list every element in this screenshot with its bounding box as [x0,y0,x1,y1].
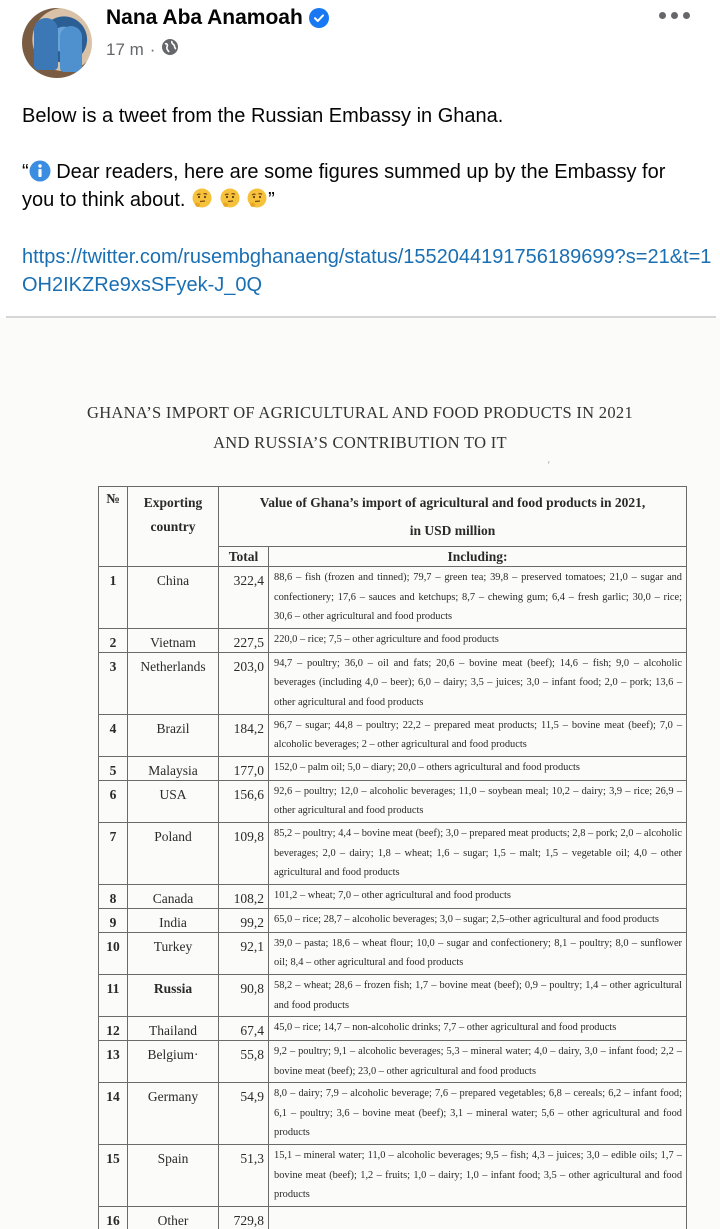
row-including: 88,6 – fish (frozen and tinned); 79,7 – green tea; 39,8 – preserved tomatoes; 21,0 – sugar and confectionery; 17,6 – sauces and ketchups; 8,7 – chewing gum; 6,4 – fresh garlic; 30,0 – rice; 30,6 – other agricultural and food products [269,567,687,629]
table-row [99,974,687,1016]
header-number: № [99,487,128,567]
row-country: Spain [128,1145,219,1207]
meta-separator: · [149,39,156,59]
row-including: 45,0 – rice; 14,7 – non-alcoholic drinks; 7,7 – other agricultural and food products [269,1017,687,1041]
row-country: Turkey [128,932,219,974]
row-including: 9,2 – poultry; 9,1 – alcoholic beverages; 5,3 – mineral water; 4,0 – dairy, 3,0 – infant food; 2,2 – bovine meat (beef); 23,0 – other agricultural and food products [269,1041,687,1083]
header-unit: in USD million [409,523,496,538]
row-including: 15,1 – mineral water; 11,0 – alcoholic beverages; 9,5 – fish; 4,3 – juices; 3,0 – edible oils; 1,7 – bovine meat (beef); 1,2 – fruits; 1,0 – dairy; 1,0 – infant food; 3,5 – other agricultural and food products [269,1145,687,1207]
thinking-face-emoji-icon [219,188,241,210]
row-total: 729,8 [219,1206,269,1229]
row-including: 152,0 – palm oil; 5,0 – diary; 20,0 – others agricultural and food products [269,756,687,780]
row-number: 11 [99,974,128,1016]
avatar-figure [60,26,82,72]
table-row [99,567,687,629]
row-number: 3 [99,652,128,714]
table-row [99,1041,687,1083]
row-number: 10 [99,932,128,974]
row-total: 108,2 [219,884,269,908]
row-total: 322,4 [219,567,269,629]
row-country: Other [128,1206,219,1229]
row-total: 92,1 [219,932,269,974]
row-including: 58,2 – wheat; 28,6 – frozen fish; 1,7 – bovine meat (beef); 0,9 – poultry; 1,4 – other agricultural and food products [269,974,687,1016]
header-value [219,487,687,547]
avatar[interactable] [22,8,92,78]
row-total: 227,5 [219,628,269,652]
document-title-line2: AND RUSSIA’S CONTRIBUTION TO IT [213,433,507,452]
table-row [99,884,687,908]
globe-icon [161,38,179,61]
tweet-link[interactable]: https://twitter.com/rusembghanaeng/status/1552044191756189699?s=21&t=1OH2IKZRe9xsSFyek-J_0Q [22,246,712,296]
row-number: 13 [99,1041,128,1083]
row-including: 39,0 – pasta; 18,6 – wheat flour; 10,0 – sugar and confectionery; 8,1 – poultry; 8,0 – sunflower oil; 8,4 – other agricultural and food products [269,932,687,974]
row-country: Germany [128,1083,219,1145]
row-country: Vietnam [128,628,219,652]
row-number: 7 [99,822,128,884]
row-number: 5 [99,756,128,780]
quote-open: “ [22,161,29,183]
row-country: Canada [128,884,219,908]
table-row [99,756,687,780]
row-number: 12 [99,1017,128,1041]
row-including: 101,2 – wheat; 7,0 – other agricultural and food products [269,884,687,908]
table-row [99,652,687,714]
table-row [99,908,687,932]
header-country: Exporting country [128,487,219,567]
avatar-figure [34,18,58,70]
row-including: 8,0 – dairy; 7,9 – alcoholic beverage; 7,6 – prepared vegetables; 6,8 – cereals; 6,2 – infant food; 6,1 – poultry; 3,6 – bovine meat (beef); 3,1 – mineral water; 5,6 – other agricultural and food products [269,1083,687,1145]
table-row [99,780,687,822]
row-number: 16 [99,1206,128,1229]
post-intro: Below is a tweet from the Russian Embassy in Ghana. [22,105,504,127]
row-including: 96,7 – sugar; 44,8 – poultry; 22,2 – prepared meat products; 11,5 – bovine meat (beef); 7,0 – alcoholic beverages; 2 – other agricultural and food products [269,714,687,756]
row-including: 220,0 – rice; 7,5 – other agriculture and food products [269,628,687,652]
header-total: Total [219,547,269,567]
post-header [0,0,720,90]
table-row [99,822,687,884]
row-country: Russia [128,974,219,1016]
post-meta [106,38,179,61]
row-total: 184,2 [219,714,269,756]
table-row [99,628,687,652]
row-country: Malaysia [128,756,219,780]
post-quote [22,158,702,214]
more-dots-icon[interactable] [659,12,690,19]
row-number: 15 [99,1145,128,1207]
row-including: 65,0 – rice; 28,7 – alcoholic beverages; 3,0 – sugar; 2,5–other agricultural and food products [269,908,687,932]
table-row [99,1083,687,1145]
row-total: 51,3 [219,1145,269,1207]
row-number: 8 [99,884,128,908]
row-country: Thailand [128,1017,219,1041]
row-number: 1 [99,567,128,629]
verified-badge-icon [309,8,329,28]
row-total: 55,8 [219,1041,269,1083]
row-country: Netherlands [128,652,219,714]
row-country: China [128,567,219,629]
row-number: 14 [99,1083,128,1145]
table-row [99,714,687,756]
author-name-row [106,6,329,30]
table-row [99,1017,687,1041]
author-name[interactable]: Nana Aba Anamoah [106,6,303,29]
row-including: 92,6 – poultry; 12,0 – alcoholic beverages; 11,0 – soybean meal; 10,2 – dairy; 3,9 – rice; 26,9 – other agricultural and food products [269,780,687,822]
table-row [99,1206,687,1229]
post-text [22,102,702,214]
row-including [269,1206,687,1229]
stray-mark: ' [548,460,550,470]
row-country: India [128,908,219,932]
thinking-face-emoji-icon [246,188,268,210]
attached-document-image[interactable] [0,318,720,1229]
row-total: 203,0 [219,652,269,714]
row-total: 90,8 [219,974,269,1016]
row-country: Poland [128,822,219,884]
row-country: USA [128,780,219,822]
post-time[interactable]: 17 m [106,39,144,59]
row-total: 67,4 [219,1017,269,1041]
row-total: 99,2 [219,908,269,932]
document-title [0,398,720,458]
row-country: Brazil [128,714,219,756]
document-title-line1: GHANA’S IMPORT OF AGRICULTURAL AND FOOD PRODUCTS IN 2021 [86,403,634,422]
row-number: 6 [99,780,128,822]
row-number: 2 [99,628,128,652]
row-country: Belgium· [128,1041,219,1083]
import-table [98,486,687,1229]
row-including: 85,2 – poultry; 4,4 – bovine meat (beef); 3,0 – prepared meat products; 2,8 – pork; 2,0 – alcoholic beverages; 2,0 – dairy; 1,8 – wheat; 1,6 – sugar; 1,5 – malt; 1,5 – vegetable oil; 4,0 – other agricultural and food products [269,822,687,884]
header-value-text: Value of Ghana’s import of agricultural and food products in 2021, [259,495,646,510]
row-total: 109,8 [219,822,269,884]
thinking-face-emoji-icon [191,188,213,210]
row-including: 94,7 – poultry; 36,0 – oil and fats; 20,6 – bovine meat (beef); 14,6 – fish; 9,0 – alcoholic beverages (including 4,0 – beer); 6,0 – dairy; 3,5 – juices; 3,0 – infant food; 2,0 – pork; 13,6 – other agricultural and food products [269,652,687,714]
row-total: 156,6 [219,780,269,822]
info-emoji-icon [29,160,51,182]
row-number: 4 [99,714,128,756]
quote-close: ” [268,189,275,211]
row-total: 54,9 [219,1083,269,1145]
table-row [99,1145,687,1207]
row-total: 177,0 [219,756,269,780]
quote-text: Dear readers, here are some figures summed up by the Embassy for you to think about. [22,161,666,211]
row-number: 9 [99,908,128,932]
table-row [99,932,687,974]
header-including: Including: [269,547,687,567]
